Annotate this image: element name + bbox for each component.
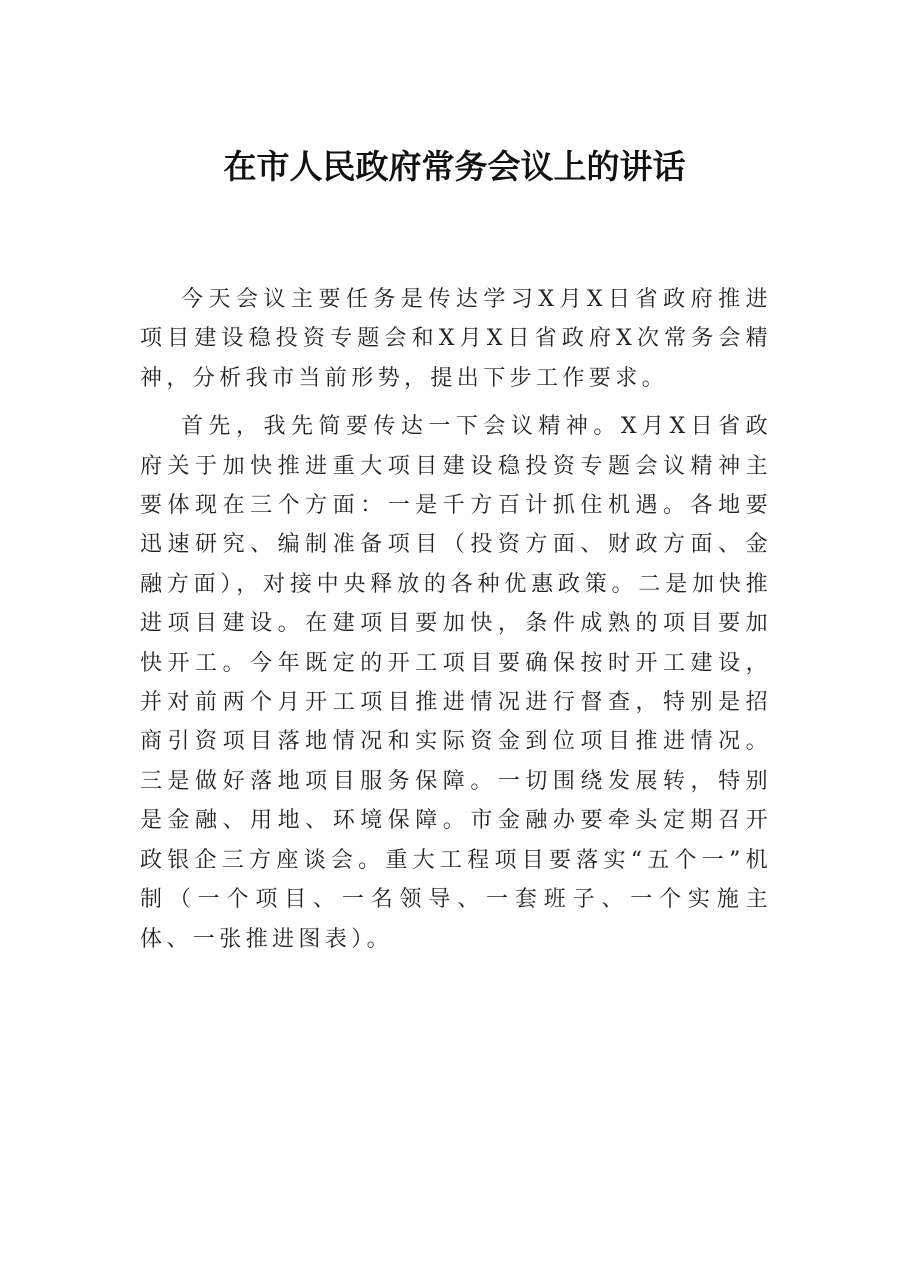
document-body — [140, 280, 772, 968]
paragraph-intro: 今天会议主要任务是传达学习X月X日省政府推进项目建设稳投资专题会和X月X日省政府X次常务会精神，分析我市当前形势，提出下步工作要求。 — [140, 287, 772, 391]
document-title: 在市人民政府常务会议上的讲话 — [223, 147, 686, 186]
paragraph-meeting-spirit: 首先，我先简要传达一下会议精神。X月X日省政府关于加快推进重大项目建设稳投资专题会议精神主要体现在三个方面：一是千方百计抓住机遇。各地要迅速研究、编制准备项目（投资方面、财政方面、金融方面），对接中央释放的各种优惠政策。二是加快推进项目建设。在建项目要加快，条件成熟的项目要加快开工。今年既定的开工项目要确保按时开工建设，并对前两个月开工项目推进情况进行督查，特别是招商引资项目落地情况和实际资金到位项目推进情况。三是做好落地项目服务保障。一切围绕发展转，特别是金融、用地、环境保障。市金融办要牵头定期召开政银企三方座谈会。重大工程项目要落实“五个一”机制（一个项目、一名领导、一套班子、一个实施主体、一张推进图表）。 — [140, 414, 772, 952]
